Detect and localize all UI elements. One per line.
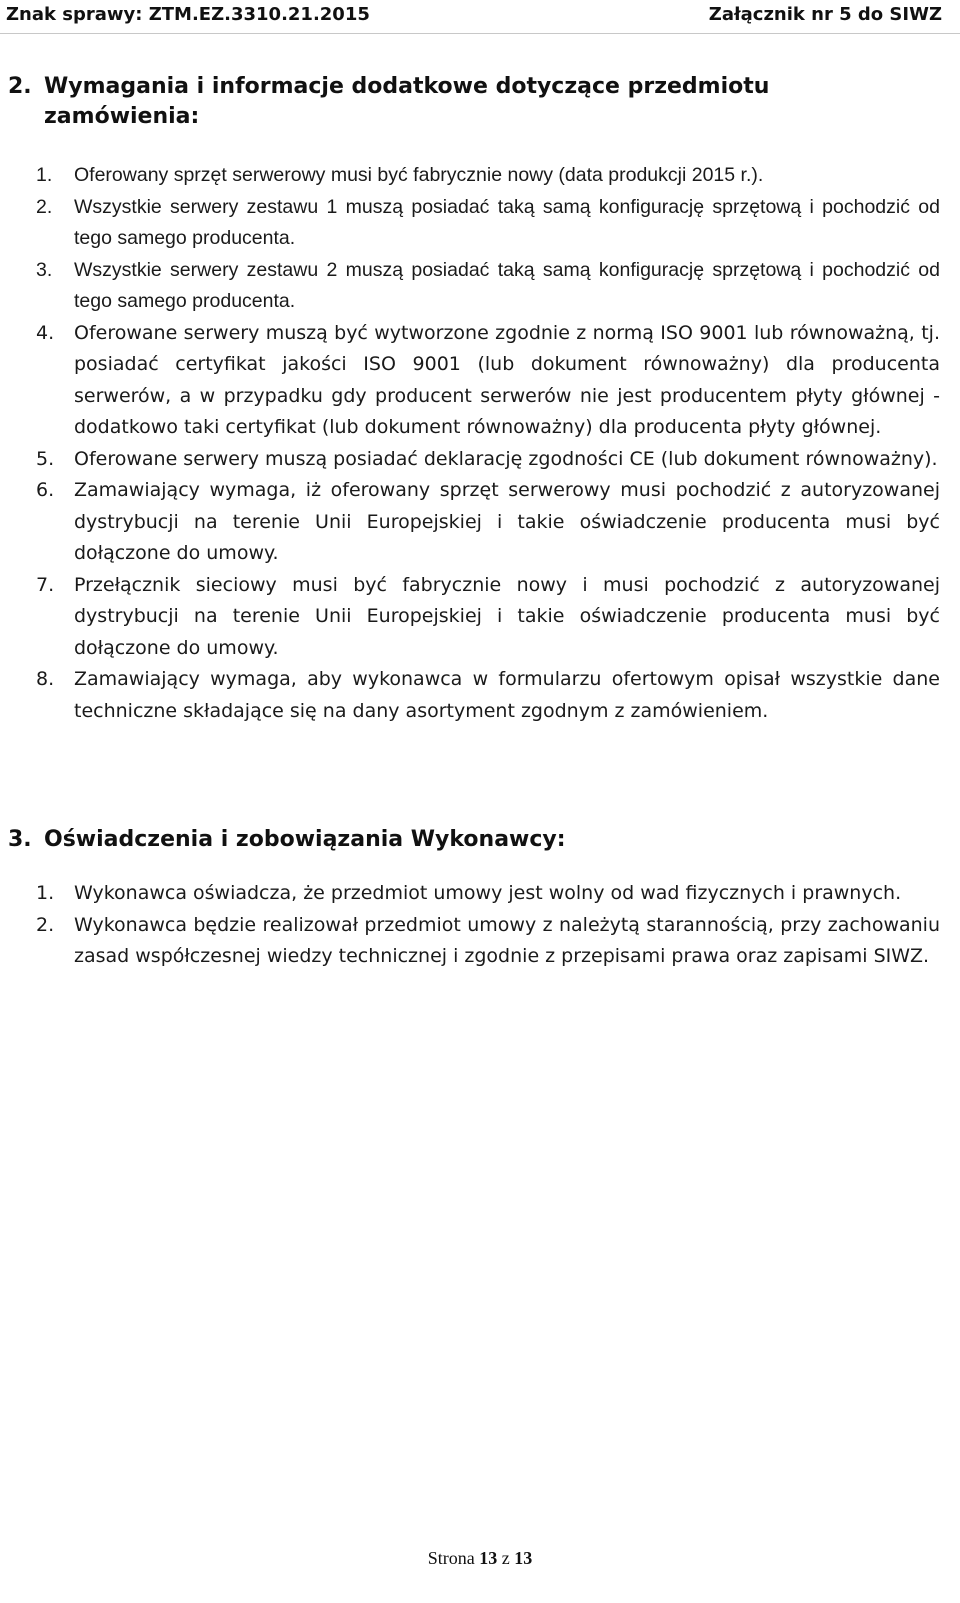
case-number: Znak sprawy: ZTM.EZ.3310.21.2015 [6,3,370,25]
section-2-title: Wymagania i informacje dodatkowe dotyczące przedmiotu zamówienia: [44,74,770,129]
item-number: 7. [36,573,55,596]
item-text: Wykonawca będzie realizował przedmiot umowy z należytą starannością, przy zachowaniu zasad współczesnej wiedzy technicznej i zgodnie z przepisami prawa oraz zapisami SIWZ. [74,913,940,967]
list-item [8,255,940,318]
item-number: 3. [36,258,53,281]
item-text: Zamawiający wymaga, iż oferowany sprzęt serwerowy musi pochodzić z autoryzowanej dystrybucji na terenie Unii Europejskiej i takie oświadczenie producenta musi być dołączone do umowy. [74,479,940,564]
section-3-list [8,878,940,973]
attachment-label: Załącznik nr 5 do SIWZ [708,3,942,25]
section-3-number: 3. [8,827,32,852]
list-item [8,475,940,570]
item-number: 5. [36,447,55,470]
list-item [8,570,940,665]
section-2-list [8,160,940,727]
list-item [8,160,940,192]
item-number: 1. [36,882,55,904]
list-item [8,192,940,255]
item-number: 1. [36,164,53,186]
page-footer [0,1548,960,1569]
page-separator: z [501,1548,510,1568]
section-3-heading [8,825,938,855]
list-item [8,318,940,444]
item-text: Oferowane serwery muszą być wytworzone zgodnie z normą ISO 9001 lub równoważną, tj. posiadać certyfikat jakości ISO 9001 (lub dokument równoważny) dla producenta serwerów, a w przypadku gdy producent serwerów nie jest producentem płyty głównej - dodatkowo taki certyfikat (lub dokument równoważny) dla producenta płyty głównej. [74,321,940,438]
page-label: Strona [427,1548,475,1568]
list-item [8,910,940,973]
list-item [8,878,940,910]
total-pages: 13 [514,1548,533,1568]
header-divider [0,33,960,34]
item-text: Wszystkie serwery zestawu 2 muszą posiadać taką samą konfigurację sprzętową i pochodzić od tego samego producenta. [74,258,940,312]
item-number: 4. [36,321,55,344]
current-page: 13 [479,1548,498,1568]
item-text: Oferowane serwery muszą posiadać deklarację zgodności CE (lub dokument równoważny). [74,447,938,470]
item-text: Oferowany sprzęt serwerowy musi być fabrycznie nowy (data produkcji 2015 r.). [74,164,764,186]
item-text: Przełącznik sieciowy musi być fabrycznie nowy i musi pochodzić z autoryzowanej dystrybucji na terenie Unii Europejskiej i takie oświadczenie producenta musi być dołączone do umowy. [74,573,940,659]
list-item [8,664,940,727]
item-text: Wszystkie serwery zestawu 1 muszą posiadać taką samą konfigurację sprzętową i pochodzić od tego samego producenta. [74,195,940,249]
section-2-number: 2. [8,74,32,99]
item-number: 2. [36,195,53,218]
item-number: 2. [36,913,55,936]
item-text: Wykonawca oświadcza, że przedmiot umowy jest wolny od wad fizycznych i prawnych. [74,882,902,904]
item-number: 8. [36,668,55,690]
section-2-heading [8,72,938,132]
section-3-title: Oświadczenia i zobowiązania Wykonawcy: [44,827,566,852]
page-header [0,0,960,28]
item-number: 6. [36,479,55,501]
item-text: Zamawiający wymaga, aby wykonawca w formularzu ofertowym opisał wszystkie dane techniczne składające się na dany asortyment zgodnym z zamówieniem. [74,668,940,722]
list-item [8,444,940,476]
